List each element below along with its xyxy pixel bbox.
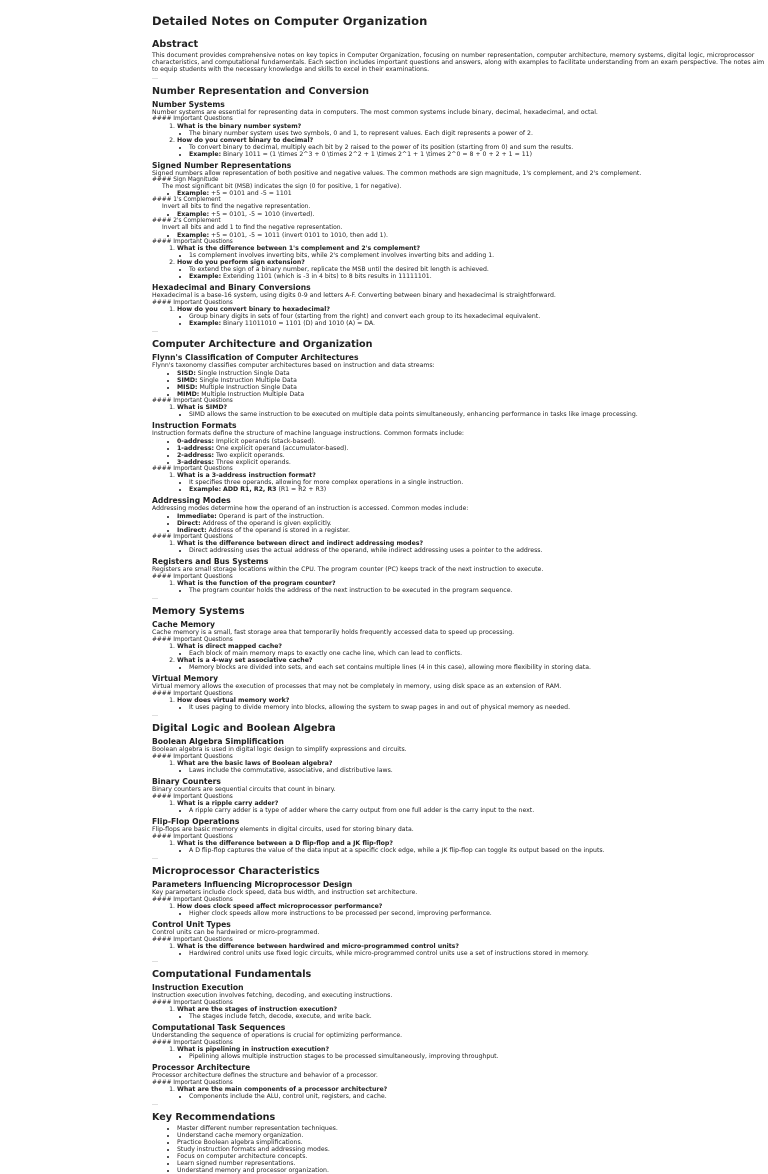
important-questions-label: #### Important Questions <box>152 573 233 580</box>
question-item: 1. What is pipelining in instruction execution? • Pipelining allows multiple instruction stages to be processed simultaneously, improving throughput. <box>177 1046 768 1060</box>
question-list <box>152 245 768 280</box>
question-list <box>152 697 768 711</box>
question-item: 2. What is a 4-way set associative cache? • Memory blocks are divided into sets, and each set contains multiple lines (4 in this case), allowing more flexibility in storing data. <box>177 657 768 671</box>
virtual-memory-text: Virtual memory allows the execution of processes that may not be completely in memory, using disk space as an extension of RAM. <box>152 683 562 691</box>
answer-item: • Higher clock speeds allow more instructions to be processed per second, improving performance. <box>189 910 768 917</box>
formats-list <box>152 438 768 466</box>
section-heading-microprocessor: Microprocessor Characteristics <box>152 866 320 878</box>
sign-magnitude-label: #### Sign Magnitude <box>152 176 219 183</box>
subheading-parameters: Parameters Influencing Microprocessor Design <box>152 880 353 890</box>
section-heading-digital-logic: Digital Logic and Boolean Algebra <box>152 723 336 735</box>
list-item: • MIMD: Multiple Instruction Multiple Data <box>177 391 768 398</box>
answer-item: • Hardwired control units use fixed logic circuits, while micro-programmed control units use a set of instructions stored in memory. <box>189 950 768 957</box>
list-item: • Understand cache memory organization. <box>177 1132 768 1139</box>
question-list <box>152 540 768 554</box>
answer-item: • Each block of main memory maps to exactly one cache line, which can lead to conflicts. <box>189 650 768 657</box>
subheading-virtual-memory: Virtual Memory <box>152 674 219 684</box>
important-questions-label: #### Important Questions <box>152 115 233 122</box>
document-page <box>152 0 768 1174</box>
subheading-flip-flops: Flip-Flop Operations <box>152 817 240 827</box>
question-list <box>152 903 768 917</box>
example-item: • Example: +5 = 0101 and -5 = 1101 <box>177 190 768 197</box>
answer-item: • Components include the ALU, control unit, registers, and cache. <box>189 1093 768 1100</box>
separator: --- <box>152 329 158 336</box>
list-item: • SISD: Single Instruction Single Data <box>177 370 768 377</box>
important-questions-label: #### Important Questions <box>152 1039 233 1046</box>
list-item: • Indirect: Address of the operand is stored in a register. <box>177 527 768 534</box>
question-list <box>152 306 768 327</box>
list-item: • Learn signed number representations. <box>177 1160 768 1167</box>
important-questions-label: #### Important Questions <box>152 397 233 404</box>
example-list <box>152 232 768 239</box>
example-item: • Example: Binary 11011010 = 1101 (D) and 1010 (A) = DA. <box>189 320 768 327</box>
question-item: 1. What is the difference between 1's complement and 2's complement? • 1s complement involves inverting bits, while 2's complement involves inverting bits and adding 1. <box>177 245 768 259</box>
registers-bus-text: Registers are small storage locations within the CPU. The program counter (PC) keeps track of the next instruction to execute. <box>152 566 544 574</box>
important-questions-label: #### Important Questions <box>152 238 233 245</box>
answer-item: • The stages include fetch, decode, execute, and write back. <box>189 1013 768 1020</box>
section-heading-number-representation: Number Representation and Conversion <box>152 85 369 97</box>
answer-item: • Group binary digits in sets of four (starting from the right) and convert each group to its hexadecimal equivalent. <box>189 313 768 320</box>
twos-complement-text: Invert all bits and add 1 to find the negative representation. <box>162 223 343 231</box>
separator: --- <box>152 75 158 82</box>
important-questions-label: #### Important Questions <box>152 465 233 472</box>
abstract-text: This document provides comprehensive notes on key topics in Computer Organization, focusing on number representation, computer architecture, memory systems, digital logic, microprocessor characteristics, and computational fundamentals. Each section includes important questions and answers, along with examples to facilitate understanding from an exam perspective. The notes aim to equip students with the necessary knowledge and skills to excel in their examinations. <box>152 52 765 74</box>
flynn-list <box>152 370 768 398</box>
processor-architecture-text: Processor architecture defines the structure and behavior of a processor. <box>152 1072 378 1080</box>
answer-item: • To convert binary to decimal, multiply each bit by 2 raised to the power of its position (starting from 0) and sum the results. <box>189 144 768 151</box>
list-item: • 1-address: One explicit operand (accumulator-based). <box>177 445 768 452</box>
list-item: • 3-address: Three explicit operands. <box>177 459 768 466</box>
section-heading-architecture: Computer Architecture and Organization <box>152 339 373 351</box>
question-list <box>152 404 768 418</box>
answer-item: • It specifies three operands, allowing for more complex operations in a single instruction. <box>189 479 768 486</box>
question-list <box>152 1086 768 1100</box>
task-sequences-text: Understanding the sequence of operations is crucial for optimizing performance. <box>152 1032 403 1040</box>
list-item: • Practice Boolean algebra simplifications. <box>177 1139 768 1146</box>
example-item: • Example: ADD R1, R2, R3 (R1 = R2 + R3) <box>189 486 768 493</box>
subheading-task-sequences: Computational Task Sequences <box>152 1023 286 1033</box>
subheading-hex-binary: Hexadecimal and Binary Conversions <box>152 283 311 293</box>
cache-text: Cache memory is a small, fast storage area that temporarily holds frequently accessed data to speed up processing. <box>152 629 515 637</box>
answer-item: • It uses paging to divide memory into blocks, allowing the system to swap pages in and out of physical memory as needed. <box>189 704 768 711</box>
question-item: 1. What is a ripple carry adder? • A ripple carry adder is a type of adder where the carry output from one full adder is the carry input to the next. <box>177 800 768 814</box>
answer-item: • A D flip-flop captures the value of the data input at a specific clock edge, while a JK flip-flop can toggle its output based on the inputs. <box>189 847 768 854</box>
answer-item: • Laws include the commutative, associative, and distributive laws. <box>189 767 768 774</box>
twos-complement-label: #### 2's Complement <box>152 218 221 224</box>
question-list <box>152 1046 768 1060</box>
subheading-instruction-execution: Instruction Execution <box>152 983 244 993</box>
instruction-formats-text: Instruction formats define the structure of machine language instructions. Common formats include: <box>152 430 465 438</box>
list-item: • 2-address: Two explicit operands. <box>177 452 768 459</box>
question-list <box>152 760 768 774</box>
control-unit-text: Control units can be hardwired or micro-programmed. <box>152 929 320 937</box>
answer-item: • Direct addressing uses the actual address of the operand, while indirect addressing uses a pointer to the address. <box>189 547 768 554</box>
list-item: • Immediate: Operand is part of the instruction. <box>177 513 768 520</box>
subheading-cache: Cache Memory <box>152 620 215 630</box>
boolean-text: Boolean algebra is used in digital logic design to simplify expressions and circuits. <box>152 746 407 754</box>
modes-list <box>152 513 768 534</box>
separator: --- <box>152 959 158 966</box>
parameters-text: Key parameters include clock speed, data bus width, and instruction set architecture. <box>152 889 418 897</box>
question-item: 1. What is the function of the program counter? • The program counter holds the address of the next instruction to be executed in the program sequence. <box>177 580 768 594</box>
question-item: 1. What are the main components of a processor architecture? • Components include the ALU, control unit, registers, and cache. <box>177 1086 768 1100</box>
important-questions-label: #### Important Questions <box>152 896 233 903</box>
recommendations-list <box>152 1125 768 1174</box>
list-item: • 0-address: Implicit operands (stack-based). <box>177 438 768 445</box>
question-item: 2. How do you perform sign extension? • To extend the sign of a binary number, replicate the MSB until the desired bit length is achieved. • Example: Extending 1101 (which is -3 in 4 bits) to 8 bits results in 11111101. <box>177 259 768 280</box>
question-list <box>152 580 768 594</box>
example-item: • Example: Extending 1101 (which is -3 in 4 bits) to 8 bits results in 11111101. <box>189 273 768 280</box>
answer-item: • A ripple carry adder is a type of adder where the carry output from one full adder is the carry input to the next. <box>189 807 768 814</box>
example-item: • Example: +5 = 0101, -5 = 1011 (invert 0101 to 1010, then add 1). <box>177 232 768 239</box>
question-item: 1. What are the basic laws of Boolean algebra? • Laws include the commutative, associative, and distributive laws. <box>177 760 768 774</box>
subheading-processor-architecture: Processor Architecture <box>152 1063 251 1073</box>
number-systems-text: Number systems are essential for representing data in computers. The most common systems include binary, decimal, hexadecimal, and octal. <box>152 108 598 116</box>
important-questions-label: #### Important Questions <box>152 1079 233 1086</box>
hex-binary-text: Hexadecimal is a base-16 system, using digits 0-9 and letters A-F. Converting between binary and hexadecimal is straightforward. <box>152 292 556 300</box>
question-list <box>152 1006 768 1020</box>
answer-item: • To extend the sign of a binary number, replicate the MSB until the desired bit length is achieved. <box>189 266 768 273</box>
answer-item: • SIMD allows the same instruction to be executed on multiple data points simultaneously, enhancing performance in tasks like image processing. <box>189 411 768 418</box>
section-heading-recommendations: Key Recommendations <box>152 1112 276 1124</box>
important-questions-label: #### Important Questions <box>152 299 233 306</box>
answer-item: • Memory blocks are divided into sets, and each set contains multiple lines (4 in this case), allowing more flexibility in storing data. <box>189 664 768 671</box>
answer-item: • The program counter holds the address of the next instruction to be executed in the program sequence. <box>189 587 768 594</box>
list-item: • Master different number representation techniques. <box>177 1125 768 1132</box>
list-item: • Focus on computer architecture concepts. <box>177 1153 768 1160</box>
subheading-addressing-modes: Addressing Modes <box>152 496 231 506</box>
answer-item: • The binary number system uses two symbols, 0 and 1, to represent values. Each digit represents a power of 2. <box>189 130 768 137</box>
separator: --- <box>152 1102 158 1109</box>
important-questions-label: #### Important Questions <box>152 833 233 840</box>
flip-flops-text: Flip-flops are basic memory elements in digital circuits, used for storing binary data. <box>152 826 414 834</box>
question-item: 1. What is the difference between hardwired and micro-programmed control units? • Hardwired control units use fixed logic circuits, while micro-programmed control units use a set of instructions stored in memory. <box>177 943 768 957</box>
question-list <box>152 840 768 854</box>
signed-numbers-text: Signed numbers allow representation of both positive and negative values. The common methods are sign magnitude, 1's complement, and 2's complement. <box>152 169 642 177</box>
flynn-text: Flynn's taxonomy classifies computer architectures based on instruction and data streams: <box>152 362 435 370</box>
question-list <box>152 472 768 493</box>
question-item: 1. What is the difference between a D flip-flop and a JK flip-flop? • A D flip-flop captures the value of the data input at a specific clock edge, while a JK flip-flop can toggle its output based on the inputs. <box>177 840 768 854</box>
section-heading-computational: Computational Fundamentals <box>152 969 312 981</box>
subheading-number-systems: Number Systems <box>152 99 225 109</box>
sign-magnitude-text: The most significant bit (MSB) indicates the sign (0 for positive, 1 for negative). <box>162 182 402 190</box>
question-item: 1. How does virtual memory work? • It uses paging to divide memory into blocks, allowing the system to swap pages in and out of physical memory as needed. <box>177 697 768 711</box>
separator: --- <box>152 596 158 603</box>
binary-counters-text: Binary counters are sequential circuits that count in binary. <box>152 786 336 794</box>
important-questions-label: #### Important Questions <box>152 533 233 540</box>
list-item: • MISD: Multiple Instruction Single Data <box>177 384 768 391</box>
question-item: 1. How does clock speed affect microprocessor performance? • Higher clock speeds allow more instructions to be processed per second, improving performance. <box>177 903 768 917</box>
example-item: • Example: Binary 1011 = (1 \times 2^3 + 0 \times 2^2 + 1 \times 2^1 + 1 \times 2^0 = 8 + 0 + 2 + 1 = 11) <box>189 151 768 158</box>
addressing-modes-text: Addressing modes determine how the operand of an instruction is accessed. Common modes include: <box>152 505 469 513</box>
section-heading-memory: Memory Systems <box>152 606 245 618</box>
example-list <box>152 190 768 197</box>
ones-complement-text: Invert all bits to find the negative representation. <box>162 203 311 211</box>
question-item: 1. What is a 3-address instruction format? • It specifies three operands, allowing for more complex operations in a single instruction. • Example: ADD R1, R2, R3 (R1 = R2 + R3) <box>177 472 768 493</box>
example-item: • Example: +5 = 0101, -5 = 1010 (inverted). <box>177 211 768 218</box>
question-list <box>152 123 768 158</box>
list-item: • Direct: Address of the operand is given explicitly. <box>177 520 768 527</box>
question-list <box>152 800 768 814</box>
instruction-execution-text: Instruction execution involves fetching, decoding, and executing instructions. <box>152 992 393 1000</box>
answer-item: • 1s complement involves inverting bits, while 2's complement involves inverting bits and adding 1. <box>189 252 768 259</box>
subheading-registers-bus: Registers and Bus Systems <box>152 557 269 567</box>
ones-complement-label: #### 1's Complement <box>152 197 221 204</box>
separator: --- <box>152 856 158 863</box>
abstract-heading: Abstract <box>152 39 199 50</box>
subheading-signed-numbers: Signed Number Representations <box>152 160 292 170</box>
answer-item: • Pipelining allows multiple instruction stages to be processed simultaneously, improving throughput. <box>189 1053 768 1060</box>
question-list <box>152 943 768 957</box>
example-list <box>152 211 768 218</box>
important-questions-label: #### Important Questions <box>152 690 233 697</box>
list-item: • Understand memory and processor organization. <box>177 1167 768 1174</box>
important-questions-label: #### Important Questions <box>152 636 233 643</box>
subheading-instruction-formats: Instruction Formats <box>152 421 237 431</box>
list-item: • SIMD: Single Instruction Multiple Data <box>177 377 768 384</box>
important-questions-label: #### Important Questions <box>152 999 233 1006</box>
doc-title: Detailed Notes on Computer Organization <box>152 14 428 28</box>
question-item: 2. How do you convert binary to decimal? • To convert binary to decimal, multiply each bit by 2 raised to the power of its position (starting from 0) and sum the results. • Example: Binary 1011 = (1 \times 2^3 + 0 \times 2^2 + 1 \times 2^1 + 1 \times 2^0 = 8 + 0 + 2 + 1 = 11) <box>177 137 768 158</box>
question-item: 1. What are the stages of instruction execution? • The stages include fetch, decode, execute, and write back. <box>177 1006 768 1020</box>
separator: --- <box>152 713 158 720</box>
important-questions-label: #### Important Questions <box>152 753 233 760</box>
important-questions-label: #### Important Questions <box>152 936 233 943</box>
question-item: 1. What is SIMD? • SIMD allows the same instruction to be executed on multiple data points simultaneously, enhancing performance in tasks like image processing. <box>177 404 768 418</box>
subheading-binary-counters: Binary Counters <box>152 777 221 787</box>
list-item: • Study instruction formats and addressing modes. <box>177 1146 768 1153</box>
question-item: 1. What is the binary number system? • The binary number system uses two symbols, 0 and 1, to represent values. Each digit represents a power of 2. <box>177 123 768 137</box>
question-item: 1. What is direct mapped cache? • Each block of main memory maps to exactly one cache line, which can lead to conflicts. <box>177 643 768 657</box>
subheading-boolean: Boolean Algebra Simplification <box>152 737 284 747</box>
subheading-control-unit: Control Unit Types <box>152 920 231 930</box>
question-list <box>152 643 768 671</box>
subheading-flynn: Flynn's Classification of Computer Architectures <box>152 353 359 363</box>
question-item: 1. How do you convert binary to hexadecimal? • Group binary digits in sets of four (starting from the right) and convert each group to its hexadecimal equivalent. • Example: Binary 11011010 = 1101 (D) and 1010 (A) = DA. <box>177 306 768 327</box>
important-questions-label: #### Important Questions <box>152 793 233 800</box>
question-item: 1. What is the difference between direct and indirect addressing modes? • Direct addressing uses the actual address of the operand, while indirect addressing uses a pointer to the address. <box>177 540 768 554</box>
